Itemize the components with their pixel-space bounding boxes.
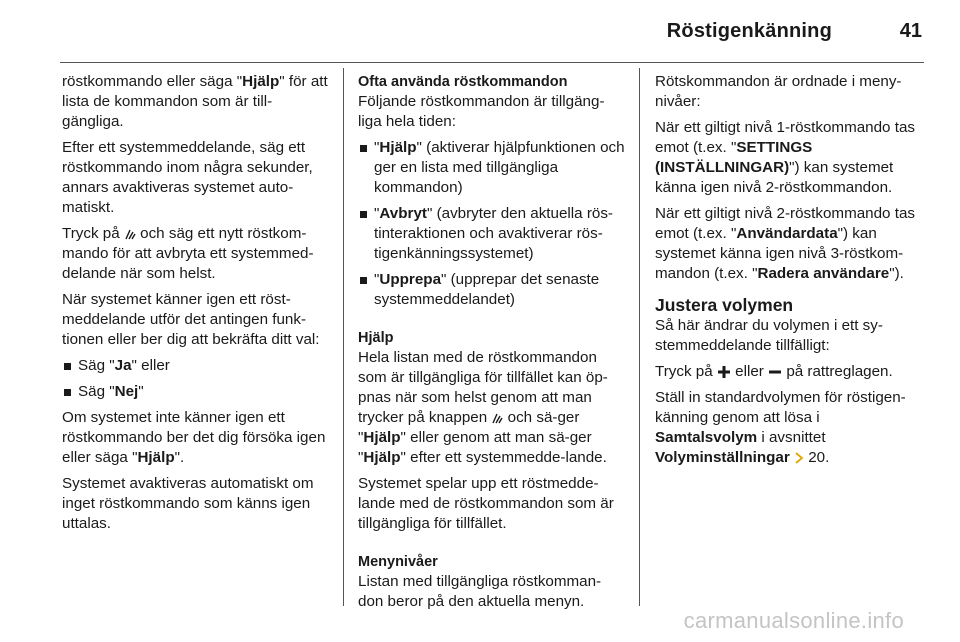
col1-paragraph-2: Efter ett systemmeddelande, säg ett röstkommando inom några sekunder, annars avaktiveras systemet auto-matiskt. [62, 139, 313, 216]
section-heading-common-commands: Ofta använda röstkommandon [358, 74, 568, 90]
col3-paragraph-1: Rötskommandon är ordnade i meny-nivåer: [655, 73, 902, 110]
list-item: "Avbryt" (avbryter den aktuella rös-tinteraktionen och avaktiverar rös-tigenkänningssystemet) [358, 204, 626, 264]
voice-button-icon [124, 227, 136, 241]
column-1 [62, 72, 330, 540]
column-divider-2 [639, 68, 640, 606]
page-reference[interactable]: 20. [808, 449, 830, 466]
page-number: 41 [899, 20, 922, 42]
col2-paragraph-4: Listan med tillgängliga röstkomman-don beror på den aktuella menyn. [358, 573, 602, 610]
minus-icon [768, 365, 782, 379]
column-3 [655, 72, 923, 474]
col1-paragraph-3: Tryck på och säg ett nytt röstkom-mando för att avbryta ett systemmed-delande när som helst. [62, 225, 314, 282]
page-ref-arrow-icon [794, 452, 804, 464]
col3-paragraph-2: När ett giltigt nivå 1-röstkommando tas emot (t.ex. "SETTINGS (INSTÄLLNINGAR)") kan systemet känna igen nivå 2-röstkommandon. [655, 119, 915, 196]
col1-paragraph-6: Systemet avaktiveras automatiskt om inget röstkommando som känns igen uttalas. [62, 475, 314, 532]
voice-button-icon [491, 411, 503, 425]
col2-paragraph-2: Hela listan med de röstkommandon som är tillgängliga för tillfället kan öp-pnas när som helst genom att man trycker på knappen och sä-ger "Hjälp" eller genom att man sä-ger "Hjälp" efter ett systemmedde-lande. [358, 349, 608, 466]
col1-paragraph-1: röstkommando eller säga "Hjälp" för att lista de kommandon som är till-gängliga. [62, 73, 328, 130]
col1-paragraph-5: Om systemet inte känner igen ett röstkommando ber det dig försöka igen eller säga "Hjälp". [62, 409, 326, 466]
col2-paragraph-3: Systemet spelar upp ett röstmedde-lande med de röstkommandon som är tillgängliga för tillfället. [358, 475, 614, 532]
column-divider-1 [343, 68, 344, 606]
col3-paragraph-5: Tryck på eller på rattreglagen. [655, 363, 893, 380]
section-heading-menu-levels: Menynivåer [358, 554, 438, 570]
section-heading-help: Hjälp [358, 330, 394, 346]
col2-paragraph-1: Följande röstkommandon är tillgäng-liga hela tiden: [358, 93, 605, 130]
column-2 [358, 72, 626, 618]
col3-paragraph-4: Så här ändrar du volymen i ett sy-stemmeddelande tillfälligt: [655, 317, 883, 354]
section-heading-adjust-volume: Justera volymen [655, 295, 794, 315]
col1-paragraph-4: När systemet känner igen ett röst-meddelande utför det antingen funk-tionen eller ber dig att bekräfta ditt val: [62, 291, 320, 348]
page-header [0, 0, 960, 60]
list-item: "Upprepa" (upprepar det senaste systemmeddelandet) [358, 270, 626, 310]
col1-bullet-list [62, 356, 330, 402]
list-item: "Hjälp" (aktiverar hjälpfunktionen och ger en lista med tillgängliga kommandon) [358, 138, 626, 198]
list-item: Säg "Ja" eller [62, 356, 330, 376]
watermark: carmanualsonline.info [683, 608, 904, 633]
page-title: Röstigenkänning [666, 20, 832, 42]
col3-paragraph-6: Ställ in standardvolymen för röstigen-känning genom att lösa i Samtalsvolym i avsnittet Volyminställningar 20. [655, 389, 906, 466]
col2-bullet-list [358, 138, 626, 310]
plus-icon [717, 365, 731, 379]
header-rule [60, 62, 924, 63]
col3-paragraph-3: När ett giltigt nivå 2-röstkommando tas emot (t.ex. "Användardata") kan systemet känna igen nivå 3-röstkom-mandon (t.ex. "Radera användare"). [655, 205, 915, 282]
list-item: Säg "Nej" [62, 382, 330, 402]
